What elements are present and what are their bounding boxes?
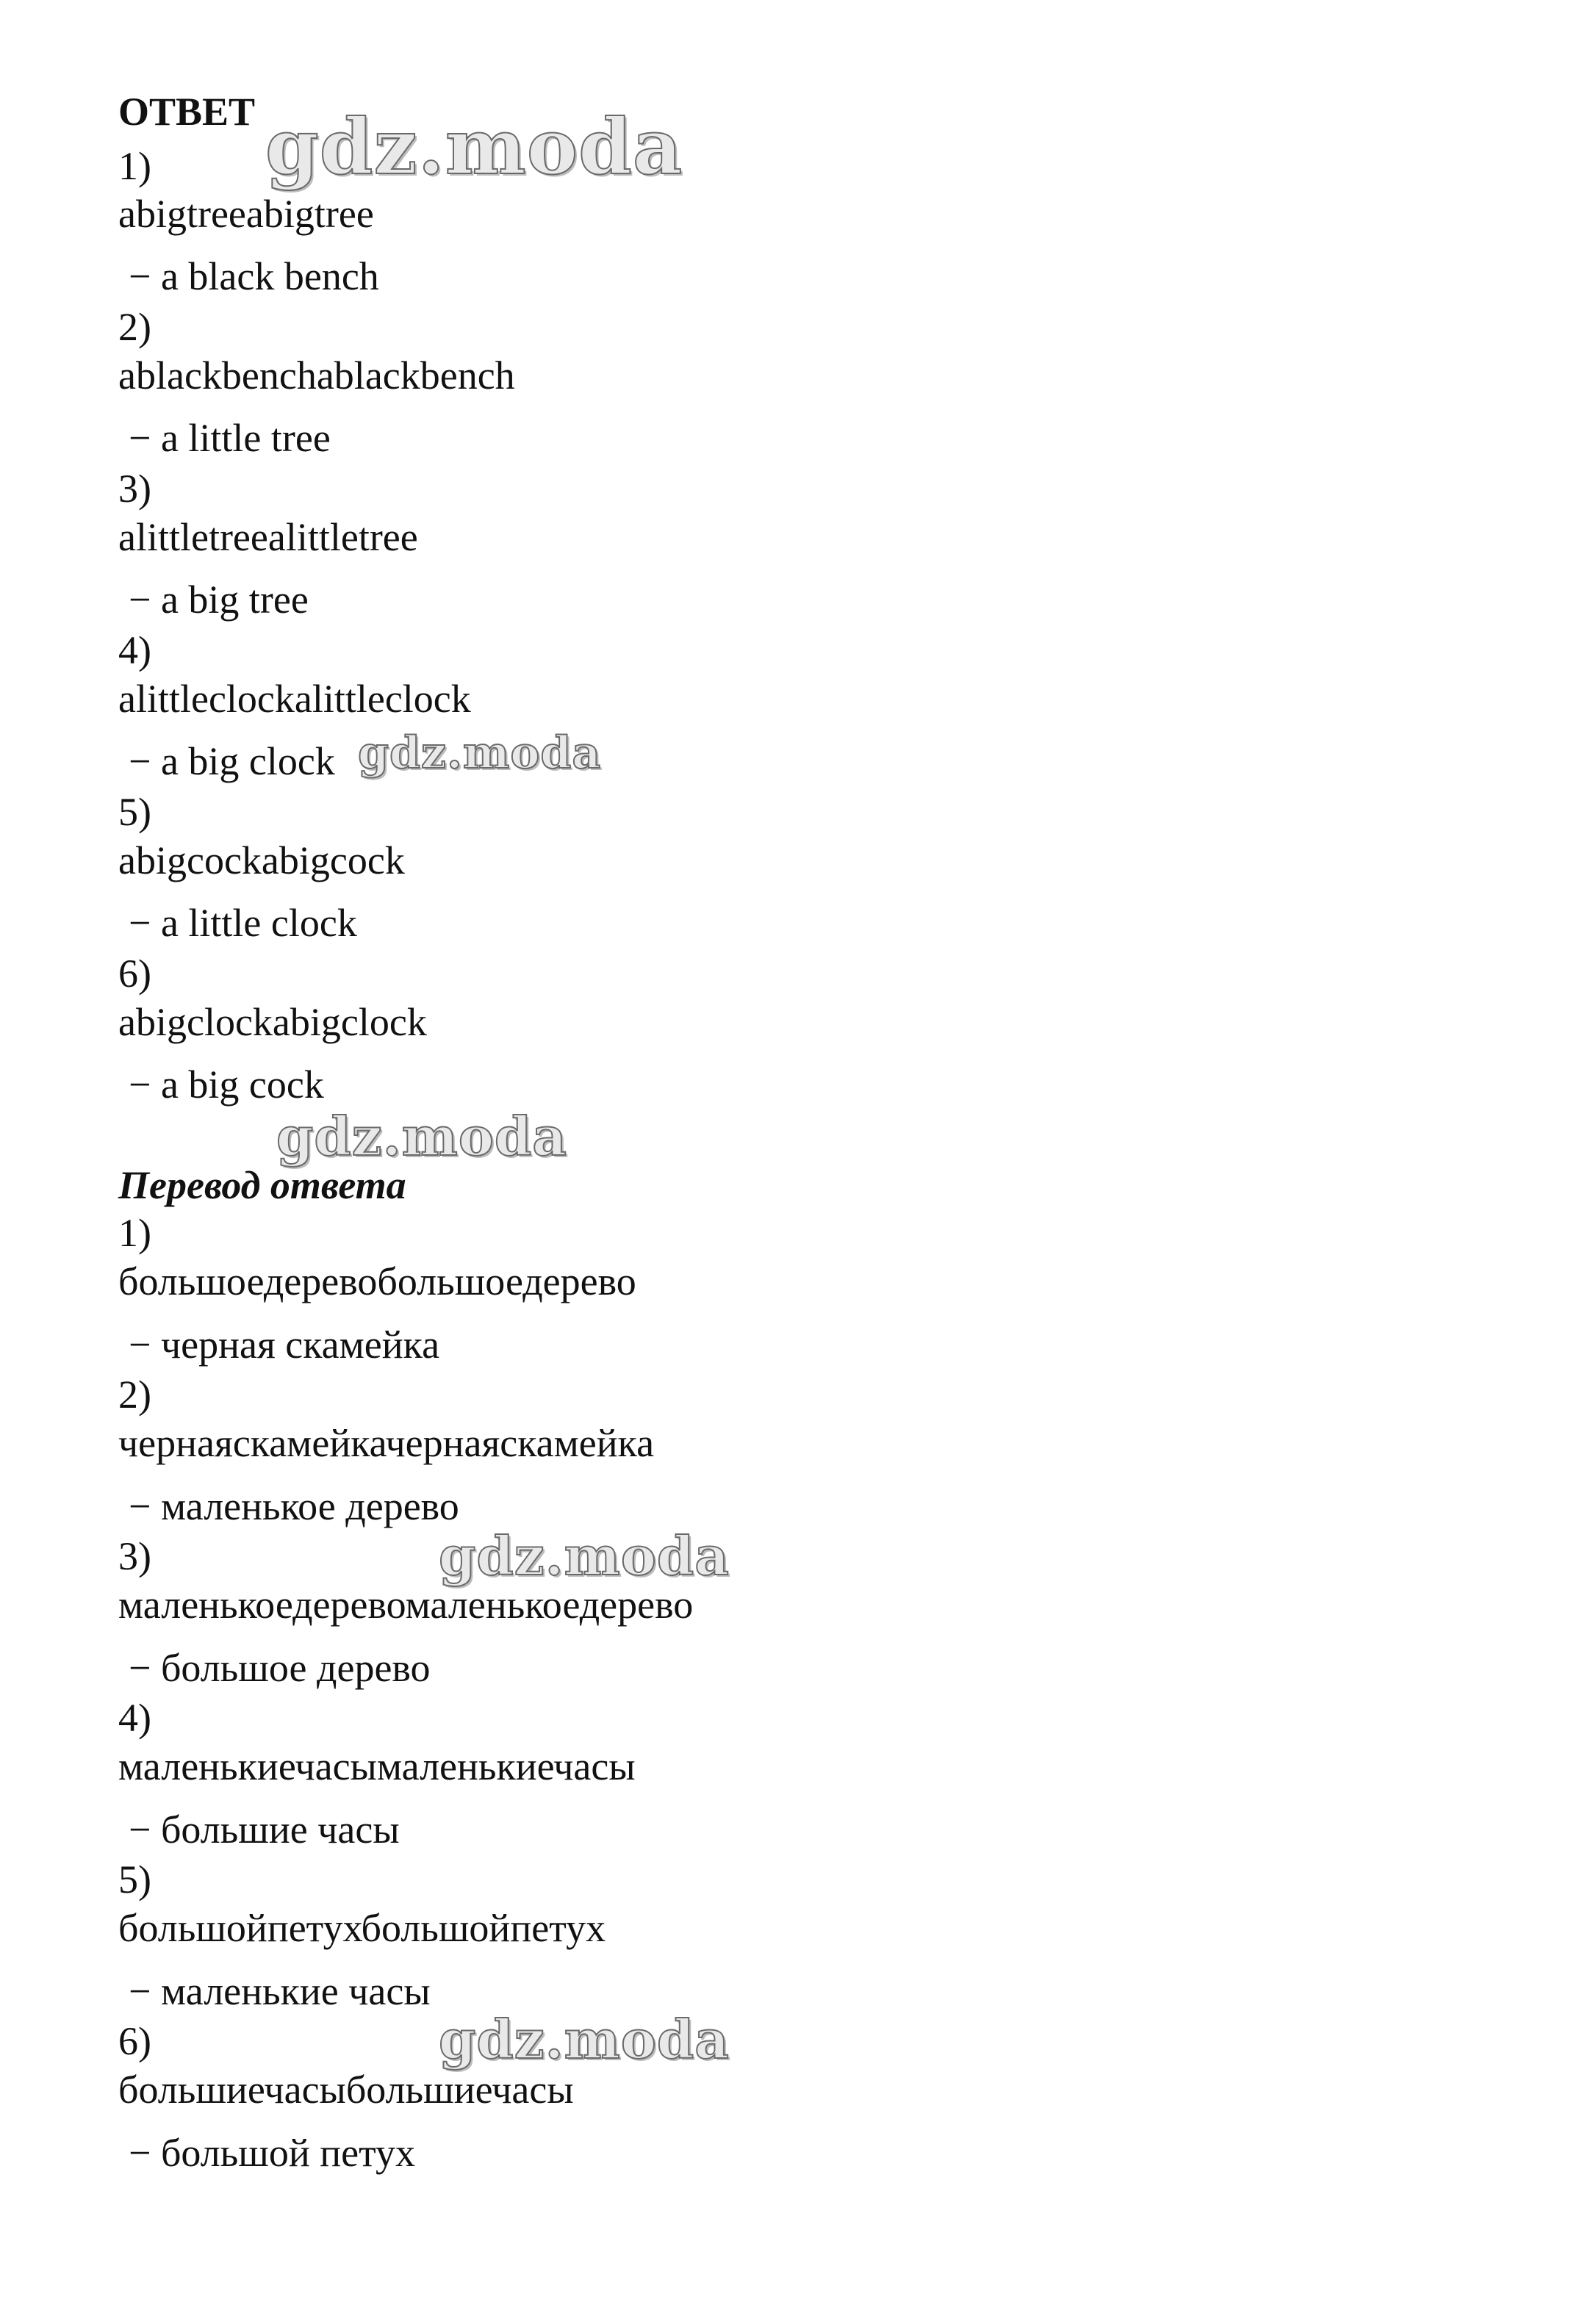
answer-item-1-number: 1) bbox=[118, 144, 151, 188]
translation-item-5-word: большойпетухбольшойпетух bbox=[118, 1906, 606, 1950]
answer-item-5-word: abigcockabigcock bbox=[118, 838, 405, 882]
answer-item-5-answer: − a little clock bbox=[129, 901, 357, 945]
translation-item-3-answer: − большое дерево bbox=[129, 1646, 431, 1690]
translation-heading: Перевод ответа bbox=[118, 1163, 406, 1207]
answer-item-5-number: 5) bbox=[118, 790, 151, 834]
translation-item-2-word: чернаяскамейкачернаяскамейка bbox=[118, 1421, 655, 1465]
answer-heading: ОТВЕТ bbox=[118, 90, 256, 134]
answer-item-6-word: abigclockabigclock bbox=[118, 1000, 427, 1044]
answer-item-4-word: alittleclockalittleclock bbox=[118, 677, 471, 721]
translation-item-2-answer: − маленькое дерево bbox=[129, 1484, 459, 1528]
answer-item-4-answer: − a big clock bbox=[129, 739, 335, 783]
translation-item-1-number: 1) bbox=[118, 1211, 151, 1255]
answer-item-1-answer: − a black bench bbox=[129, 254, 379, 298]
answer-item-6-number: 6) bbox=[118, 951, 151, 996]
translation-item-3-number: 3) bbox=[118, 1534, 151, 1578]
watermark-4: gdz.moda bbox=[439, 1525, 730, 1587]
watermark-2: gdz.moda bbox=[358, 727, 602, 779]
answer-item-6-answer: − a big cock bbox=[129, 1062, 324, 1107]
watermark-5: gdz.moda bbox=[439, 2008, 730, 2071]
translation-item-4-number: 4) bbox=[118, 1696, 151, 1740]
answer-item-1-word: abigtreeabigtree bbox=[118, 192, 374, 236]
translation-item-4-word: маленькиечасымаленькиечасы bbox=[118, 1744, 636, 1788]
answer-item-3-answer: − a big tree bbox=[129, 578, 309, 622]
translation-item-6-number: 6) bbox=[118, 2019, 151, 2063]
watermark-3: gdz.moda bbox=[276, 1105, 567, 1168]
answer-item-2-answer: − a little tree bbox=[129, 416, 331, 460]
translation-item-6-answer: − большой петух bbox=[129, 2131, 416, 2175]
answer-item-3-word: alittletreealittletree bbox=[118, 515, 418, 559]
translation-item-1-word: большоедеревобольшоедерево bbox=[118, 1259, 636, 1303]
translation-item-4-answer: − большие часы bbox=[129, 1807, 400, 1852]
translation-item-5-number: 5) bbox=[118, 1857, 151, 1902]
answer-item-2-number: 2) bbox=[118, 305, 151, 349]
translation-item-3-word: маленькоедеревомаленькоедерево bbox=[118, 1583, 694, 1627]
translation-item-5-answer: − маленькие часы bbox=[129, 1969, 431, 2013]
answer-item-4-number: 4) bbox=[118, 628, 151, 672]
answer-item-2-word: ablackbenchablackbench bbox=[118, 353, 515, 397]
translation-item-1-answer: − черная скамейка bbox=[129, 1323, 440, 1367]
watermark-1: gdz.moda bbox=[265, 101, 683, 192]
translation-item-2-number: 2) bbox=[118, 1373, 151, 1417]
translation-item-6-word: большиечасыбольшиечасы bbox=[118, 2068, 574, 2112]
answer-item-3-number: 3) bbox=[118, 467, 151, 511]
